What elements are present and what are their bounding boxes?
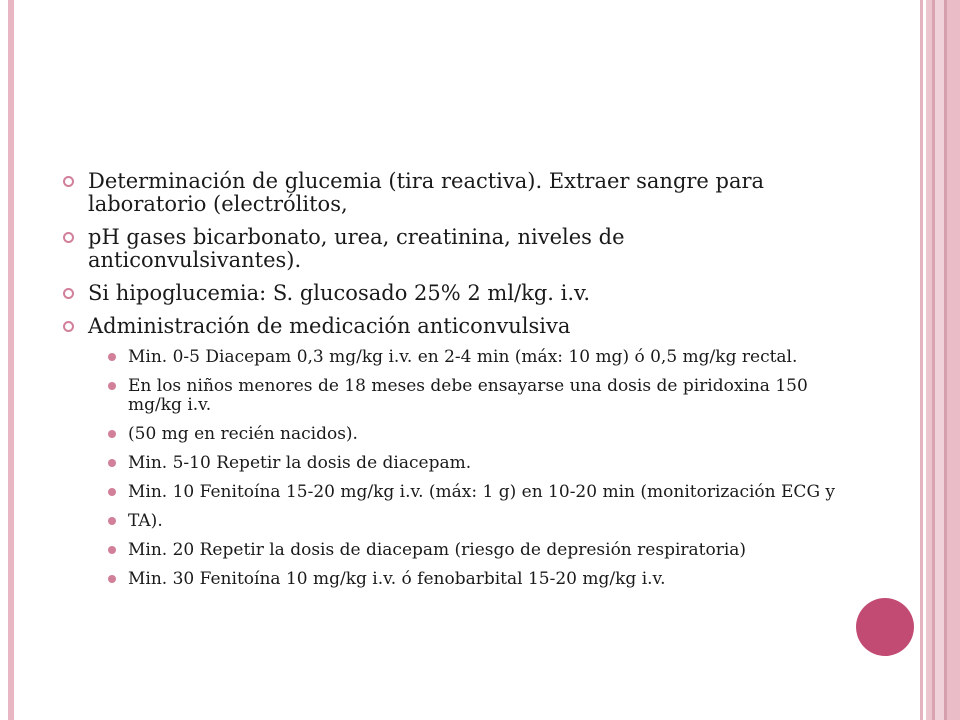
sub-list-item [56, 570, 836, 589]
dot-bullet-icon [108, 575, 116, 583]
sub-list-item-text: En los niños menores de 18 meses debe ensayarse una dosis de piridoxina 150 mg/kg i.v. [128, 376, 808, 415]
right-stripe [947, 0, 960, 720]
sub-list-item [56, 512, 836, 531]
ring-bullet-icon [63, 232, 74, 243]
ring-bullet-icon [63, 321, 74, 332]
dot-bullet-icon [108, 353, 116, 361]
left-border-stripe [8, 0, 14, 720]
sub-list-item-text: Min. 20 Repetir la dosis de diacepam (riesgo de depresión respiratoria) [128, 540, 747, 560]
sub-list-item-text: TA). [128, 511, 163, 531]
ring-bullet-icon [63, 288, 74, 299]
list-item-text: Determinación de glucemia (tira reactiva). Extraer sangre para laboratorio (electrólitos, [88, 169, 765, 216]
ring-bullet-icon [63, 176, 74, 187]
bullet-list [56, 170, 836, 599]
right-border-line [920, 0, 923, 720]
sub-list-item [56, 541, 836, 560]
list-item-text: Si hipoglucemia: S. glucosado 25% 2 ml/kg. i.v. [88, 281, 591, 305]
list-item [56, 226, 836, 272]
decorative-circle [856, 598, 914, 656]
sub-list-item [56, 454, 836, 473]
sub-list-item-text: Min. 10 Fenitoína 15-20 mg/kg i.v. (máx: 1 g) en 10-20 min (monitorización ECG y [128, 482, 836, 502]
dot-bullet-icon [108, 430, 116, 438]
dot-bullet-icon [108, 459, 116, 467]
dot-bullet-icon [108, 382, 116, 390]
dot-bullet-icon [108, 517, 116, 525]
sub-list-item [56, 348, 836, 367]
list-item [56, 315, 836, 338]
sub-list-item-text: Min. 0-5 Diacepam 0,3 mg/kg i.v. en 2-4 min (máx: 10 mg) ó 0,5 mg/kg rectal. [128, 347, 798, 367]
dot-bullet-icon [108, 546, 116, 554]
dot-bullet-icon [108, 488, 116, 496]
list-item [56, 282, 836, 305]
list-item-text: Administración de medicación anticonvulsiva [88, 314, 571, 338]
list-item-text: pH gases bicarbonato, urea, creatinina, niveles de anticonvulsivantes). [88, 225, 625, 272]
sub-list-item-text: Min. 30 Fenitoína 10 mg/kg i.v. ó fenobarbital 15-20 mg/kg i.v. [128, 569, 666, 589]
sub-list-item-text: (50 mg en recién nacidos). [128, 424, 358, 444]
sub-list-item [56, 377, 836, 415]
sub-list-item-text: Min. 5-10 Repetir la dosis de diacepam. [128, 453, 472, 473]
list-item [56, 170, 836, 216]
right-stripe [935, 0, 944, 720]
sub-list-item [56, 425, 836, 444]
sub-list-item [56, 483, 836, 502]
